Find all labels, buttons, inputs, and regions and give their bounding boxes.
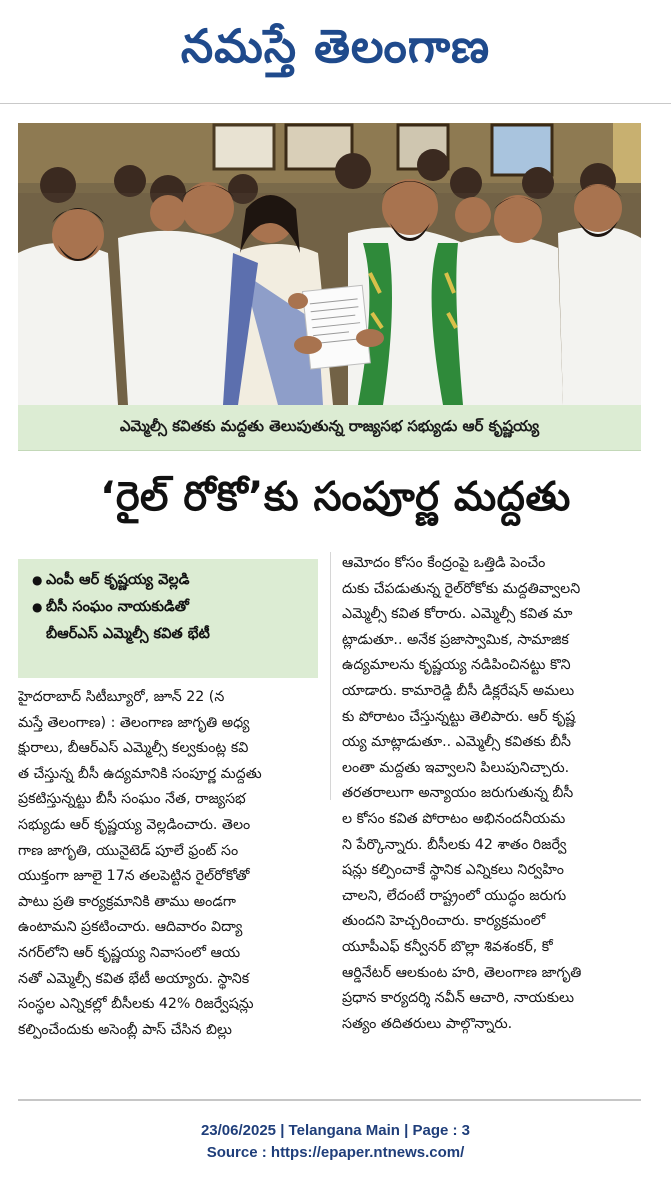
- news-photo-illustration: [18, 123, 641, 405]
- article-line: ల కోసం కవిత పోరాటం అభినందనీయమ: [342, 810, 566, 827]
- highlights-box: [18, 559, 318, 678]
- highlight-line: ఎంపీ ఆర్ కృష్ణయ్య వెల్లడి: [46, 572, 190, 588]
- masthead: [0, 0, 671, 104]
- photo-caption: ఎమ్మెల్సీ కవితకు మద్దతు తెలుపుతున్న రాజ్యసభ సభ్యుడు ఆర్ కృష్ణయ్య: [119, 416, 540, 435]
- article-line: హైదరాబాద్ సిటీబ్యూరో, జూన్ 22 (న: [18, 689, 225, 705]
- article-line: తుందని హెచ్చరించారు. కార్యక్రమంలో: [342, 913, 546, 930]
- article-line: దుకు చేపడుతున్న రైల్‌రోకోకు మద్దతివ్వాలని: [342, 580, 581, 597]
- article-line: సత్యం తదితరులు పాల్గొన్నారు.: [342, 1015, 513, 1032]
- footer-date-edition: 23/06/2025 | Telangana Main | Page : 3: [200, 1122, 471, 1139]
- highlight-item: [32, 567, 308, 594]
- masthead-divider: [0, 103, 671, 104]
- article-line: ని పేర్కొన్నారు. బీసీలకు 42 శాతం రిజర్వే: [342, 836, 567, 853]
- article-line: త చేస్తున్న బీసీ ఉద్యమానికి సంపూర్ణ మద్దతు: [18, 765, 262, 782]
- article-line: ఆమోదం కోసం కేంద్రంపై ఒత్తిడి పెంచేం: [342, 555, 546, 571]
- article-line: షన్లు కల్పించాకే స్థానిక ఎన్నికలు నిర్వహిం: [342, 862, 564, 879]
- article-line: కల్పించేందుకు అసెంబ్లీ పాస్ చేసిన బిల్లు: [18, 1021, 232, 1038]
- article-line: ఆర్డినేటర్ ఆలకుంట హరి, తెలంగాణ జాగృతి: [342, 964, 582, 981]
- article-line: ఎమ్మెల్సీ కవిత కోరారు. ఎమ్మెల్సీ కవిత మా: [342, 606, 573, 623]
- article-line: ప్రధాన కార్యదర్శి నవీన్ ఆచారి, నాయకులు: [342, 990, 574, 1007]
- article-line: క్షురాలు, బీఆర్ఎస్ ఎమ్మెల్సీ కల్వకుంట్ల కవి: [18, 740, 249, 757]
- highlight-item: [32, 594, 308, 621]
- column-divider: [330, 552, 331, 800]
- footer-divider: [18, 1099, 641, 1101]
- highlight-item-continuation: [32, 621, 308, 648]
- article-line: లంతా మద్దతు ఇవ్వాలని పిలుపునిచ్చారు.: [342, 759, 570, 776]
- highlight-line: బీసీ సంఘం నాయకుడితో: [46, 599, 189, 615]
- highlight-line: బీఆర్ఎస్ ఎమ్మెల్సీ కవిత భేటీ: [46, 626, 210, 642]
- headline: [14, 460, 657, 544]
- article-line: పాటు ప్రతి కార్యక్రమానికి తాము అండగా: [18, 893, 236, 910]
- article-line: నతో ఎమ్మెల్సీ కవిత భేటీ అయ్యారు. స్థానిక: [18, 970, 250, 987]
- article-line: యుక్తంగా జూలై 17న తలపెట్టిన రైల్‌రోకోతో: [18, 868, 250, 885]
- bullet-icon: ●: [32, 573, 43, 587]
- article-line: ప్రకటిస్తున్నట్టు బీసీ సంఘం నేత, రాజ్యసభ: [18, 791, 246, 808]
- article-line: నగర్‌లోని ఆర్ కృష్ణయ్య నివాసంలో ఆయ: [18, 944, 241, 961]
- newspaper-logo: నమస్తే తెలంగాణ: [180, 19, 491, 73]
- article-line: య్య మాట్లాడుతూ.. ఎమ్మెల్సీ కవితకు బీసీ: [342, 734, 571, 751]
- article-column-right: [342, 551, 640, 1037]
- article-line: ఉంటామని ప్రకటించారు. ఆదివారం విద్యా: [18, 919, 243, 936]
- article-line: ఉద్యమాలను కృష్ణయ్య నడిపించినట్టు కొని: [342, 657, 571, 674]
- footer: [0, 1120, 671, 1164]
- bullet-icon: ●: [32, 600, 43, 614]
- footer-source-link[interactable]: Source : https://epaper.ntnews.com/: [206, 1144, 465, 1161]
- article-line: యాడారు. కామారెడ్డి బీసీ డిక్లరేషన్ అమలు: [342, 682, 575, 699]
- article-line: చాలని, లేదంటే రాష్ట్రంలో యుద్ధం జరుగు: [342, 887, 567, 904]
- article-line: ట్లాడుతూ.. అనేక ప్రజాస్వామిక, సామాజిక: [342, 631, 569, 648]
- article-line: తరతరాలుగా అన్యాయం జరుగుతున్న బీసీ: [342, 785, 574, 802]
- article-line: మస్తే తెలంగాణ) : తెలంగాణ జాగృతి అధ్య: [18, 714, 250, 731]
- article-line: సంస్థల ఎన్నికల్లో బీసీలకు 42% రిజర్వేషన్లు: [18, 996, 254, 1013]
- article-line: సభ్యుడు ఆర్ కృష్ణయ్య వెల్లడించారు. తెలం: [18, 816, 251, 833]
- headline-text: ‘రైల్ రోకో’కు సంపూర్ణ మద్దతు: [100, 474, 571, 520]
- photo-caption-bar: [18, 405, 641, 451]
- news-photo: [18, 123, 641, 405]
- article-line: కు పోరాటం చేస్తున్నట్టు తెలిపారు. ఆర్ కృష్ణ: [342, 708, 576, 725]
- article-column-left: [18, 685, 320, 1043]
- article-line: గాణ జాగృతి, యునైటెడ్ పూలే ఫ్రంట్ సం: [18, 842, 239, 859]
- article-line: యూపీఎఫ్ కన్వీనర్ బొల్లా శివశంకర్, కో: [342, 938, 553, 955]
